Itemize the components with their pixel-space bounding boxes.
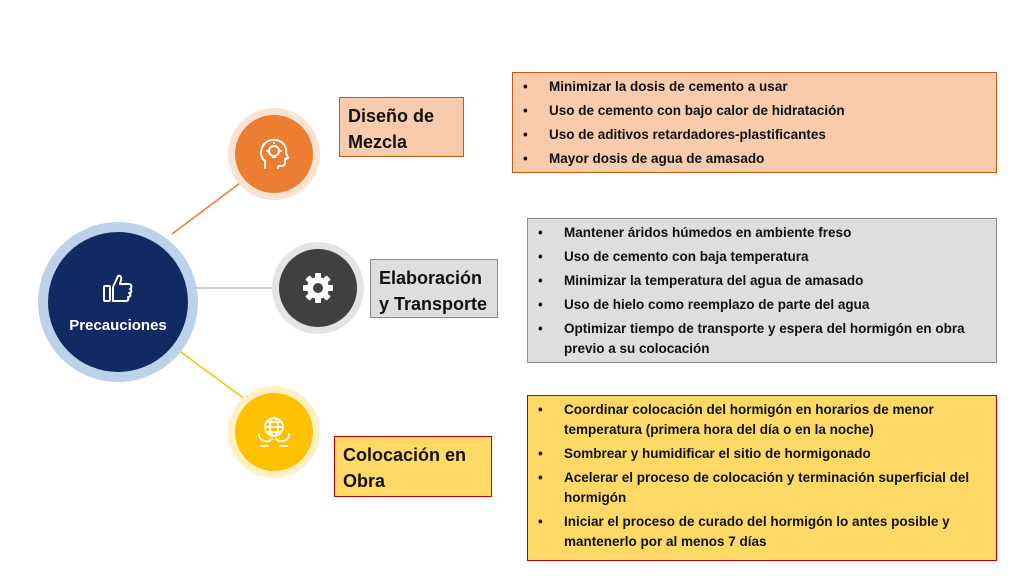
branch-list-placement — [527, 395, 997, 561]
head-lightbulb-icon — [254, 134, 294, 174]
list-item: • Iniciar el proceso de curado del hormigón lo antes posible y mantenerlo por al menos 7 días — [528, 512, 984, 552]
list-item: • Uso de cemento con baja temperatura — [528, 247, 984, 267]
node-mix-design — [235, 115, 313, 193]
hub-label: Precauciones — [69, 316, 167, 334]
list-item: • Uso de cemento con bajo calor de hidratación — [513, 101, 984, 121]
globe-hands-icon — [254, 412, 294, 452]
list-item: • Acelerar el proceso de colocación y terminación superficial del hormigón — [528, 468, 984, 508]
branch-title-placement: Colocación en Obra — [334, 436, 492, 497]
thumbs-up-icon — [101, 271, 135, 305]
list-item: • Mayor dosis de agua de amasado — [513, 149, 984, 169]
list-item: • Optimizar tiempo de transporte y espera del hormigón en obra previo a su colocación — [528, 319, 984, 359]
list-item: • Minimizar la dosis de cemento a usar — [513, 77, 984, 97]
list-item: • Minimizar la temperatura del agua de amasado — [528, 271, 984, 291]
branch-list-transport — [527, 218, 997, 363]
list-item: • Uso de hielo como reemplazo de parte del agua — [528, 295, 984, 315]
connector-line-placement — [170, 344, 246, 400]
list-item: • Mantener áridos húmedos en ambiente freso — [528, 223, 984, 243]
hub-circle — [48, 232, 188, 372]
list-item: • Coordinar colocación del hormigón en horarios de menor temperatura (primera hora del día o en la noche) — [528, 400, 984, 440]
gear-icon — [298, 268, 338, 308]
branch-list-mix-design — [512, 72, 997, 173]
list-item: • Uso de aditivos retardadores-plastificantes — [513, 125, 984, 145]
connector-line-mix-design — [172, 180, 244, 234]
node-placement — [235, 393, 313, 471]
node-transport — [279, 249, 357, 327]
list-item: • Sombrear y humidificar el sitio de hormigonado — [528, 444, 984, 464]
branch-title-mix-design: Diseño de Mezcla — [339, 97, 464, 157]
branch-title-transport: Elaboración y Transporte — [370, 259, 498, 318]
